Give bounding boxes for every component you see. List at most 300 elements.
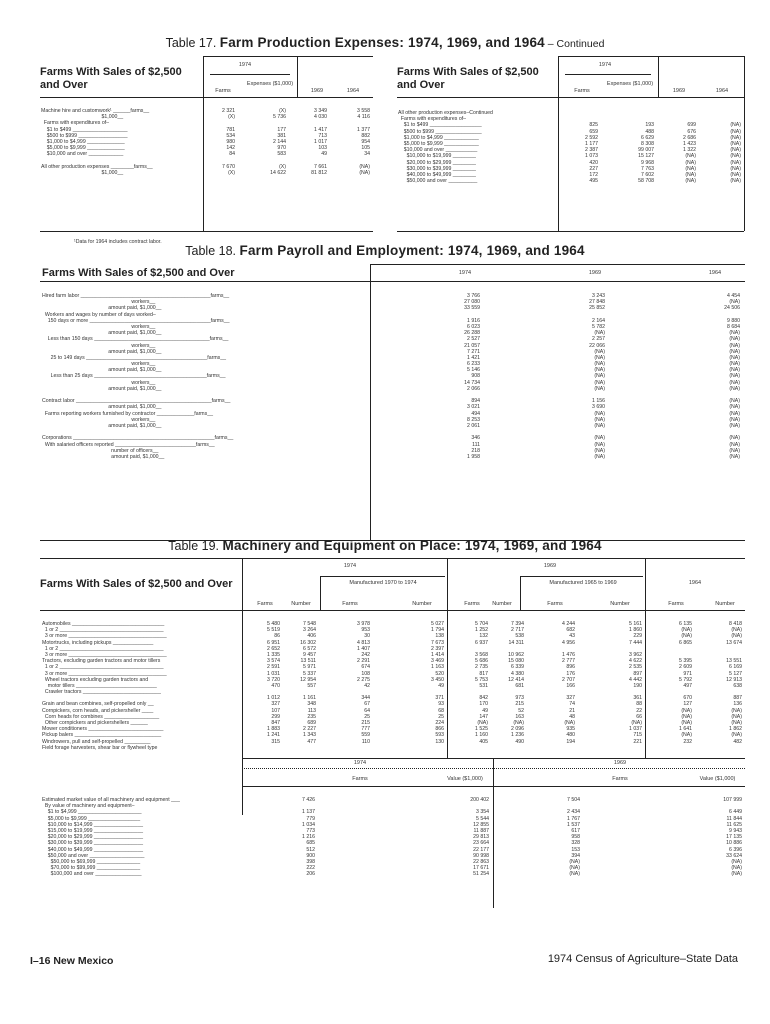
cell: 825 (589, 122, 598, 129)
cell: 103 (318, 145, 327, 152)
row-label: $40,000 to $49,999 _________________ (42, 846, 143, 853)
cell: 299 (271, 713, 280, 720)
t18-col-1964: 1964 (708, 270, 722, 276)
cell: 1 525 (475, 726, 488, 733)
cell: 227 (589, 165, 598, 172)
cell: 66 (636, 713, 642, 720)
cell: 1 476 (562, 651, 575, 658)
t19-lower-row-labels (42, 797, 240, 877)
cell: (NA) (729, 441, 740, 448)
row-label: $70,000 to $99,999 _______________ (42, 865, 141, 872)
cell: 4 380 (511, 670, 524, 677)
cell: (NA) (731, 871, 742, 878)
cell: (NA) (731, 627, 742, 634)
cell: 10 962 (508, 651, 524, 658)
cell: 24 506 (724, 305, 740, 312)
row-label: motor tillers ____________________________ (42, 682, 157, 689)
cell: 2 257 (592, 336, 605, 343)
row-label: number of officers__ (42, 447, 159, 454)
cell: 64 (364, 707, 370, 714)
cell: 773 (306, 827, 315, 834)
cell: 49 (438, 682, 444, 689)
cell: 2 061 (467, 422, 480, 429)
cell: 2 275 (357, 676, 370, 683)
cell: (NA) (685, 171, 696, 178)
cell: 1 252 (475, 627, 488, 634)
cell: 777 (361, 726, 370, 733)
t19-vline-a (242, 558, 243, 815)
cell: 2 066 (467, 385, 480, 392)
row-label: amount paid, $1,000__ (42, 305, 162, 312)
t17-right-vline3 (744, 56, 745, 231)
t19-row-labels (42, 621, 240, 751)
row-label: amount paid, $1,000__ (42, 348, 162, 355)
t19-col-7 (535, 621, 575, 745)
cell: 84 (229, 151, 235, 158)
cell: 559 (361, 732, 370, 739)
cell: 381 (277, 132, 286, 139)
row-label: $50,000 and over ___________________ (42, 852, 145, 859)
cell: 9 457 (303, 651, 316, 658)
cell: 887 (733, 695, 742, 702)
cell: 3 469 (431, 658, 444, 665)
cell: 1 883 (267, 726, 280, 733)
cell: (NA) (730, 178, 741, 185)
cell: 170 (479, 701, 488, 708)
cell: 67 (364, 701, 370, 708)
cell: 10 886 (726, 840, 742, 847)
row-label: Crawler tractors ___________________________ (42, 689, 161, 696)
t19-col-3 (330, 621, 370, 745)
cell: 1 216 (302, 834, 315, 841)
cell: 1 241 (267, 732, 280, 739)
cell: 1 794 (431, 627, 444, 634)
cell: (NA) (594, 354, 605, 361)
cell: 25 852 (589, 305, 605, 312)
page-footer-left: I–16 New Mexico (30, 955, 114, 967)
cell: (NA) (729, 361, 740, 368)
row-label: $500 to $999 ________________ (398, 128, 482, 135)
row-label: $40,000 to $49,999 ________ (398, 171, 476, 178)
cell: 5 736 (273, 114, 286, 121)
cell: 68 (438, 707, 444, 714)
row-label: $100,000 and over ________________ (42, 871, 142, 878)
cell: 2 096 (511, 726, 524, 733)
cell: 1 156 (592, 398, 605, 405)
t17-left-col-1969: 1969 (310, 88, 324, 94)
row-label: $5,000 to $9,999 ____________ (398, 140, 479, 147)
cell: 22 863 (473, 858, 489, 865)
cell: (NA) (730, 147, 741, 154)
row-label: $1,000 to $4,999 _____________ (41, 138, 125, 145)
cell: 2 321 (222, 108, 235, 114)
t18-col-1974: 1974 (458, 270, 472, 276)
t17-left-col-expenses-values (240, 108, 286, 176)
cell: (NA) (359, 163, 370, 170)
cell: 2 434 (567, 809, 580, 816)
cell: 1 537 (567, 821, 580, 828)
cell: 235 (307, 713, 316, 720)
cell: 29 813 (473, 834, 489, 841)
t17-right-topline (558, 56, 744, 57)
cell: 715 (633, 732, 642, 739)
cell: 5 480 (267, 621, 280, 627)
cell: (X) (279, 163, 286, 170)
row-label: Farms with expenditures of– (398, 116, 467, 123)
cell: 1 958 (467, 453, 480, 460)
cell: (NA) (685, 153, 696, 160)
cell: 494 (471, 410, 480, 417)
row-label: $50,000 and over __________ (398, 178, 478, 185)
cell: 7 661 (314, 163, 327, 170)
cell: 177 (277, 126, 286, 133)
cell: 894 (471, 398, 480, 405)
cell: 23 664 (473, 840, 489, 847)
cell: 5 127 (729, 670, 742, 677)
cell: 12 414 (508, 676, 524, 683)
cell: 2 535 (629, 664, 642, 671)
t19-col-9 (652, 621, 692, 745)
t19-lower-value-1974: Value ($1,000) (447, 776, 483, 782)
row-label: Windrowers, pull and self-propelled _________ (42, 738, 151, 745)
cell: 218 (471, 447, 480, 454)
cell: (NA) (729, 336, 740, 343)
t19-col-1974: 1974 (343, 563, 357, 569)
cell: 676 (687, 128, 696, 135)
cell: 3 690 (592, 404, 605, 411)
cell: 781 (226, 126, 235, 133)
t19-h-number-3: Number (492, 601, 512, 607)
cell: (NA) (594, 435, 605, 442)
cell: (NA) (729, 373, 740, 380)
cell: 1 417 (314, 126, 327, 133)
cell: (NA) (477, 720, 488, 726)
cell: 107 (271, 707, 280, 714)
cell: 153 (571, 846, 580, 853)
t19-headline (40, 610, 745, 611)
cell: 200 402 (470, 797, 489, 803)
cell: 7 670 (222, 163, 235, 170)
cell: 11 844 (726, 815, 742, 822)
cell: 973 (515, 695, 524, 702)
cell: 1 322 (683, 147, 696, 154)
cell: 142 (226, 145, 235, 152)
cell: 482 (733, 738, 742, 745)
cell: (NA) (359, 169, 370, 176)
row-label: $10,000 to $19,999 ________ (398, 153, 476, 160)
t17-right-col-farms-values (562, 110, 598, 184)
cell: (NA) (594, 367, 605, 374)
cell: (NA) (594, 361, 605, 368)
t17-right-vline (558, 56, 559, 231)
t17-left-col-1964-values (332, 108, 370, 176)
cell: 534 (226, 132, 235, 139)
row-label: Wheel tractors excluding garden tractors and (42, 676, 149, 683)
cell: 689 (307, 720, 316, 726)
t19-h-number-5: Number (715, 601, 735, 607)
cell: 6 449 (729, 809, 742, 816)
cell: 470 (271, 682, 280, 689)
cell: (NA) (730, 128, 741, 135)
row-label: By value of machinery and equipment– (42, 803, 135, 810)
t17-right-col-expenses: Expenses ($1,000) (606, 81, 654, 87)
row-label: Other cornpickers and pickershellers ______ (42, 720, 148, 726)
t19-vline-d (320, 576, 321, 610)
cell: 6 572 (303, 645, 316, 652)
cell: 14 622 (270, 169, 286, 176)
t17-right-col-expenses-values (604, 110, 654, 184)
cell: 4 813 (357, 639, 370, 646)
cell: (NA) (681, 720, 692, 726)
t17-left-col-farms-values (205, 108, 235, 176)
row-label: amount paid, $1,000__ (42, 453, 165, 460)
row-label: $30,000 to $39,999 _________________ (42, 840, 143, 847)
cell: 958 (571, 834, 580, 841)
cell: 194 (566, 738, 575, 745)
row-label: Estimated market value of all machinery and equipment ___ (42, 797, 180, 803)
cell: 33 559 (464, 305, 480, 312)
cell: (NA) (569, 865, 580, 872)
cell: (NA) (685, 165, 696, 172)
cell: 6 937 (475, 639, 488, 646)
t17-right-stub-head: Farms With Sales of $2,500 and Over (397, 66, 539, 91)
cell: 779 (306, 815, 315, 822)
row-label: workers__ (42, 379, 156, 386)
cell: 2 717 (511, 627, 524, 634)
row-label: Field forage harvesters, shear bar or flywheel type (42, 744, 158, 751)
cell: 908 (471, 373, 480, 380)
cell: 58 708 (638, 178, 654, 185)
cell: 674 (361, 664, 370, 671)
t17-left-stub-head: Farms With Sales of $2,500 and Over (40, 66, 182, 91)
row-label: Grain and bean combines, self-propelled only __ (42, 701, 154, 708)
cell: 682 (566, 627, 575, 634)
cell: 344 (361, 695, 370, 702)
cell: 27 080 (464, 299, 480, 306)
cell: 557 (307, 682, 316, 689)
cell: 398 (306, 858, 315, 865)
cell: (NA) (569, 858, 580, 865)
t19-h-number-4: Number (610, 601, 630, 607)
cell: 13 674 (726, 639, 742, 646)
t17-left-col-1974: 1974 (238, 62, 252, 68)
row-label: amount paid, $1,000__ (42, 367, 162, 374)
t19-lower-col-farms-1974 (245, 797, 315, 877)
cell: 3 962 (629, 651, 642, 658)
cell: (NA) (731, 858, 742, 865)
table-19-title: Table 19. Machinery and Equipment on Place: 1974, 1969, and 1964 (168, 538, 602, 553)
cell: 3 021 (467, 404, 480, 411)
cell: 138 (435, 633, 444, 640)
cell: 713 (318, 132, 327, 139)
row-label: workers__ (42, 342, 156, 349)
cell: 2 591 (267, 664, 280, 671)
cell: 14 734 (464, 379, 480, 386)
cell: (NA) (681, 627, 692, 634)
t18-topline (370, 264, 745, 265)
cell: 4 454 (727, 293, 740, 299)
cell: 6 169 (729, 664, 742, 671)
t17-footnote: ¹Data for 1964 includes contract labor. (74, 239, 162, 245)
cell: (NA) (569, 871, 580, 878)
cell: 980 (226, 138, 235, 145)
row-label: Corporations _________________________________________________farms__ (42, 435, 234, 442)
t19-mfg-1969: Manufactured 1965 to 1969 (549, 580, 617, 586)
cell: (NA) (730, 140, 741, 147)
row-label: amount paid, $1,000__ (42, 404, 162, 411)
cell: 371 (435, 695, 444, 702)
t19-mfg69-line (520, 576, 643, 577)
cell: 2 592 (585, 134, 598, 141)
cell: 5 971 (303, 664, 316, 671)
row-label: $1 to $4,999 ______________________ (42, 809, 142, 816)
cell: 11 625 (726, 821, 742, 828)
t17-right-col-1964: 1964 (715, 88, 729, 94)
cell: 346 (471, 435, 480, 442)
cell: 2 686 (683, 134, 696, 141)
row-label: $10,000 to $14,999 _________________ (42, 821, 143, 828)
t18-stub-head: Farms With Sales of $2,500 and Over (42, 267, 235, 279)
row-label: 1 or 2 ____________________________________ (42, 627, 164, 634)
t17-right-col-1969: 1969 (672, 88, 686, 94)
cell: 9 880 (727, 317, 740, 324)
row-label: $50,000 to $69,999 _______________ (42, 858, 141, 865)
row-label: Cornpickers, corn heads, and pickersheller ____ (42, 707, 154, 714)
cell: 3 766 (467, 293, 480, 299)
cell: 15 127 (638, 153, 654, 160)
t17-left-headline (40, 97, 373, 98)
row-label: 25 to 149 days __________________________________________farms__ (42, 354, 227, 361)
cell: 6 629 (641, 134, 654, 141)
t19-h-farms-1: Farms (257, 601, 273, 607)
cell: 971 (683, 670, 692, 677)
cell: 3 354 (476, 809, 489, 816)
row-label: Less than 25 days _______________________________________farms__ (42, 373, 226, 380)
cell: 1 860 (629, 627, 642, 634)
cell: 33 624 (726, 852, 742, 859)
cell: 5 395 (679, 658, 692, 665)
cell: 1 034 (302, 821, 315, 828)
t18-vline (370, 264, 371, 540)
cell: 970 (277, 145, 286, 152)
cell: 26 288 (464, 330, 480, 337)
t19-topline (40, 558, 745, 559)
cell: 8 684 (727, 323, 740, 330)
row-label: Corn heads for combines ___________________ (42, 713, 160, 720)
cell: (NA) (729, 422, 740, 429)
t18-col-1964-values (680, 293, 740, 460)
cell: (NA) (729, 299, 740, 306)
cell: 1 177 (585, 140, 598, 147)
t19-h-farms-4: Farms (547, 601, 563, 607)
cell: 670 (683, 695, 692, 702)
row-label: Tractors, excluding garden tractors and motor tillers (42, 658, 161, 665)
cell: 490 (515, 738, 524, 745)
cell: 2 527 (467, 336, 480, 343)
cell: (NA) (594, 422, 605, 429)
row-label: All other production expenses ________farms__ (41, 163, 153, 170)
cell: 6 339 (511, 664, 524, 671)
cell: 11 887 (473, 827, 489, 834)
t18-col-1969-values (545, 293, 605, 460)
cell: (NA) (681, 633, 692, 640)
cell: 1 073 (585, 153, 598, 160)
t19-mfg74-line (320, 576, 445, 577)
cell: 43 (569, 633, 575, 640)
cell: 593 (435, 732, 444, 739)
cell: (NA) (729, 453, 740, 460)
cell: 206 (306, 871, 315, 878)
cell: 817 (479, 670, 488, 677)
cell: 99 007 (638, 147, 654, 154)
cell: (NA) (594, 348, 605, 355)
cell: 8 308 (641, 140, 654, 147)
cell: 5 027 (431, 621, 444, 627)
cell: (NA) (731, 732, 742, 739)
t19-vline-c (645, 558, 646, 758)
cell: 538 (515, 633, 524, 640)
cell: 394 (571, 852, 580, 859)
cell: 900 (306, 852, 315, 859)
cell: 405 (479, 738, 488, 745)
row-label: Farms with expenditures of– (41, 120, 110, 127)
row-label: $5,000 to $9,999 _____________ (41, 145, 125, 152)
row-label: Machine hire and customwork¹ ______farms__ (41, 108, 150, 114)
cell: 108 (361, 670, 370, 677)
t19-col-4 (400, 621, 444, 745)
cell: 2 144 (273, 138, 286, 145)
row-label: $15,000 to $19,999 _________________ (42, 827, 143, 834)
cell: 130 (435, 738, 444, 745)
cell: 327 (566, 695, 575, 702)
t19-stub-head: Farms With Sales of $2,500 and Over (40, 578, 233, 590)
cell: 93 (438, 701, 444, 708)
t19-vline-b (447, 558, 448, 758)
t17-left-vline2 (297, 56, 298, 97)
cell: 5 782 (592, 323, 605, 330)
cell: 5 161 (629, 621, 642, 627)
cell: (NA) (685, 159, 696, 166)
cell: (NA) (730, 165, 741, 172)
row-label: amount paid, $1,000__ (42, 385, 162, 392)
cell: 7 426 (302, 797, 315, 803)
cell: 7 444 (629, 639, 642, 646)
t17-right-col-1969-values (660, 110, 696, 184)
cell: 88 (636, 701, 642, 708)
cell: 847 (271, 720, 280, 726)
cell: 2 387 (585, 147, 598, 154)
row-label: With salaried officers reported ____________________________farms__ (42, 441, 215, 448)
cell: 2 291 (357, 658, 370, 665)
cell: (NA) (685, 178, 696, 185)
cell: 866 (435, 726, 444, 733)
cell: 111 (472, 441, 480, 448)
t19-mfg-1974: Manufactured 1970 to 1974 (349, 580, 417, 586)
cell: 51 254 (473, 871, 489, 878)
cell: 105 (361, 145, 370, 152)
cell: 7 271 (467, 348, 480, 355)
t19-h-farms-5: Farms (668, 601, 684, 607)
cell: (X) (279, 108, 286, 114)
t17-right-headline (397, 97, 744, 98)
cell: 7 602 (641, 171, 654, 178)
cell: 520 (435, 670, 444, 677)
cell: (NA) (681, 713, 692, 720)
cell: 1 012 (267, 695, 280, 702)
cell: (NA) (594, 453, 605, 460)
cell: 52 (518, 707, 524, 714)
page-footer-right: 1974 Census of Agriculture–State Data (547, 953, 738, 965)
